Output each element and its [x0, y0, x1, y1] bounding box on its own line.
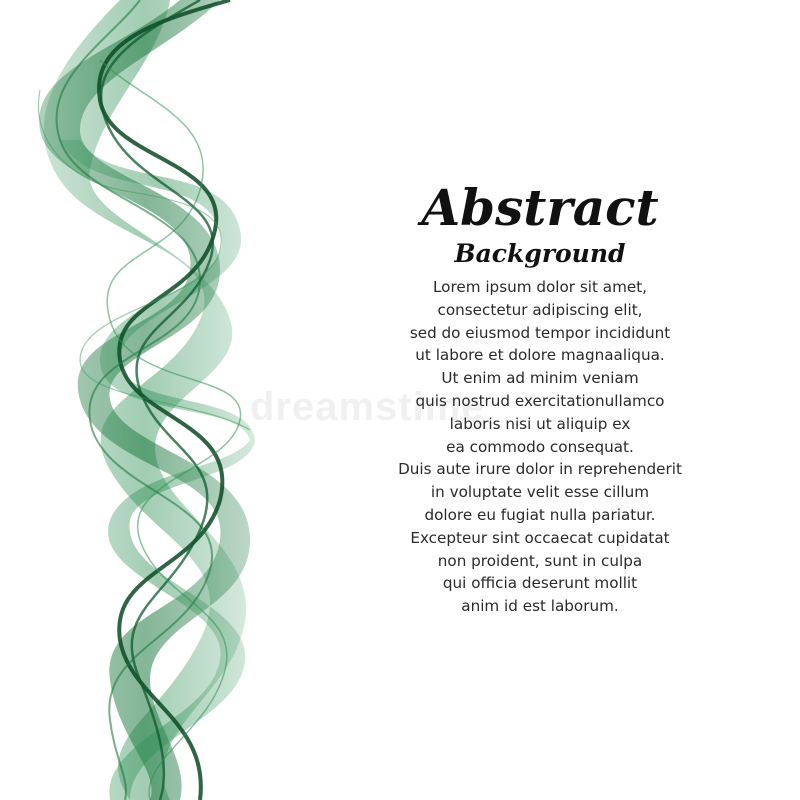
- body-line: ut labore et dolore magnaaliqua.: [415, 346, 665, 365]
- body-line: quis nostrud exercitationullamco: [415, 391, 665, 410]
- body-line: in voluptate velit esse cillum: [430, 483, 650, 502]
- body-line: Lorem ipsum dolor sit amet,: [432, 278, 648, 296]
- text-block: [380, 178, 700, 618]
- body-line: non proident, sunt in culpa: [437, 551, 643, 570]
- body-line: ea commodo consequat.: [446, 437, 634, 456]
- title-heading: Abstract: [421, 178, 659, 237]
- body-paragraph: [380, 276, 700, 618]
- body-line: anim id est laborum.: [461, 597, 619, 616]
- body-line: Duis aute irure dolor in reprehenderit: [398, 460, 682, 479]
- body-line: Ut enim ad minim veniam: [441, 369, 639, 388]
- watermark-text: dreamstime: [250, 385, 485, 429]
- body-line: qui officia deserunt mollit: [442, 574, 638, 593]
- body-line: dolore eu fugiat nulla pariatur.: [424, 505, 656, 524]
- body-line: laboris nisi ut aliquip ex: [449, 414, 631, 433]
- body-line: sed do eiusmod tempor incididunt: [409, 323, 671, 342]
- body-line: Excepteur sint occaecat cupidatat: [410, 528, 670, 547]
- subtitle-heading: Background: [454, 239, 626, 268]
- body-line: consectetur adipiscing elit,: [437, 300, 643, 319]
